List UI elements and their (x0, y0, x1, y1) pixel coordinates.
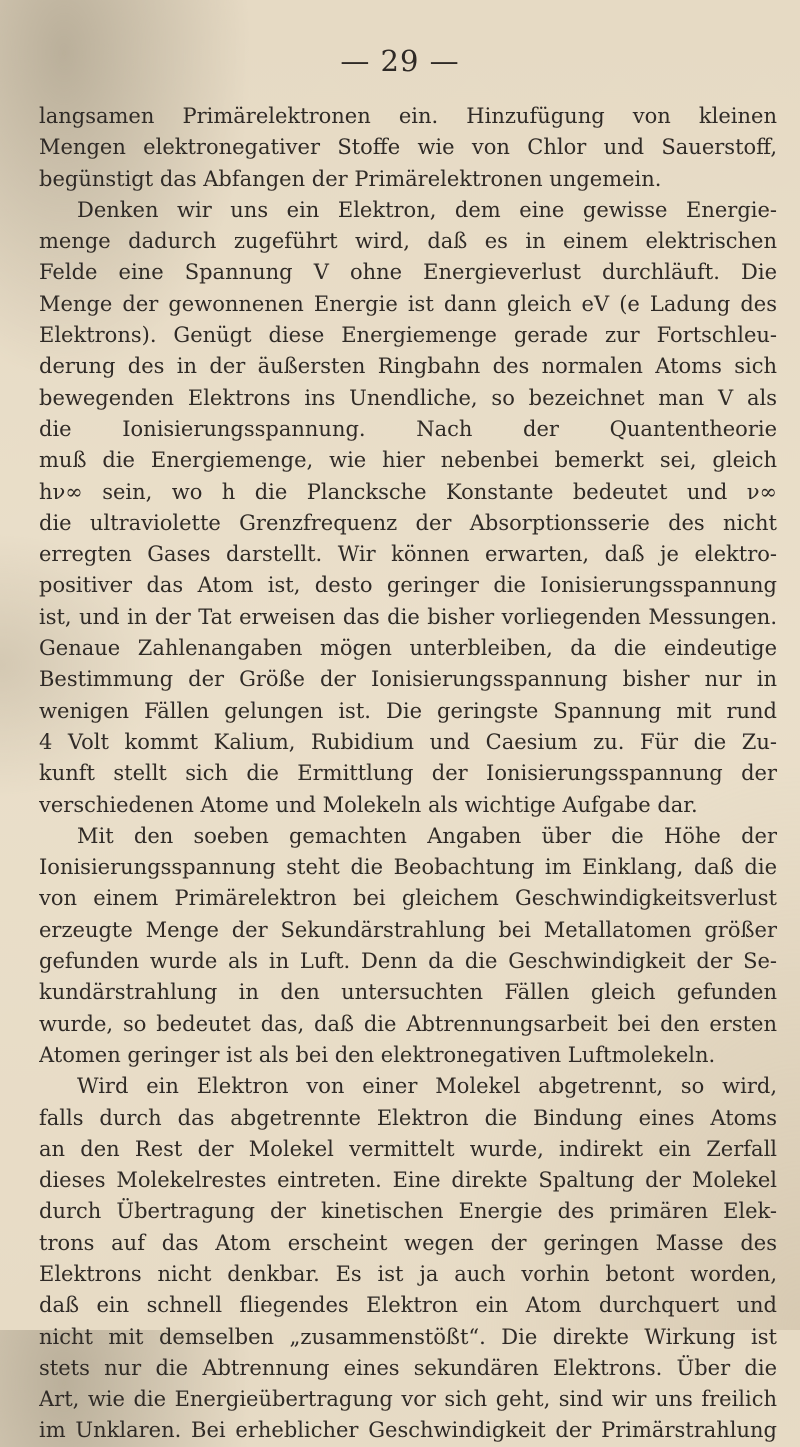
text-line: Art, wie die Energieübertragung vor sich geht, sind wir uns freilich (39, 1387, 777, 1412)
text-line: 4 Volt kommt Kalium, Rubidium und Caesium zu. Für die Zu- (39, 729, 777, 754)
text-line: nicht mit demselben „zusammenstößt“. Die direkte Wirkung ist (39, 1324, 777, 1349)
page-number: — 29 — (340, 44, 460, 78)
text-line: stets nur die Abtrennung eines sekundären Elektrons. Über die (39, 1355, 777, 1380)
text-line: ist, und in der Tat erweisen das die bisher vorliegenden Messungen. (39, 604, 777, 629)
text-line: hν∞ sein, wo h die Plancksche Konstante bedeutet und ν∞ (39, 479, 777, 504)
text-line: falls durch das abgetrennte Elektron die Bindung eines Atoms (39, 1105, 777, 1130)
text-line: Genaue Zahlenangaben mögen unterbleiben, da die eindeutige (39, 636, 777, 661)
text-line: kundärstrahlung in den untersuchten Fällen gleich gefunden (39, 980, 777, 1005)
text-line: bewegenden Elektrons ins Unendliche, so bezeichnet man V als (39, 385, 777, 410)
text-line: langsamen Primärelektronen ein. Hinzufügung von kleinen (39, 104, 777, 128)
text-line: an den Rest der Molekel vermittelt wurde, indirekt ein Zerfall (39, 1136, 777, 1161)
text-line: wenigen Fällen gelungen ist. Die geringste Spannung mit rund (39, 698, 777, 723)
text-line: im Unklaren. Bei erheblicher Geschwindigkeit der Primärstrahlung (39, 1418, 777, 1443)
text-line: Atomen geringer ist als bei den elektronegativen Luftmolekeln. (39, 1042, 716, 1067)
text-line: erregten Gases darstellt. Wir können erwarten, daß je elektro- (39, 542, 777, 567)
text-line: gefunden wurde als in Luft. Denn da die Geschwindigkeit der Se- (39, 949, 777, 974)
text-line: Elektrons nicht denkbar. Es ist ja auch vorhin betont worden, (39, 1261, 777, 1286)
text-line: Mengen elektronegativer Stoffe wie von Chlor und Sauerstoff, (39, 135, 777, 160)
text-line: menge dadurch zugeführt wird, daß es in einem elektrischen (39, 229, 777, 254)
text-line: die Ionisierungsspannung. Nach der Quantentheorie (39, 416, 777, 441)
text-line: dieses Molekelrestes eintreten. Eine direkte Spaltung der Molekel (39, 1168, 777, 1193)
text-line: positiver das Atom ist, desto geringer die Ionisierungsspannung (39, 573, 777, 598)
text-line: verschiedenen Atome und Molekeln als wichtige Aufgabe dar. (39, 792, 698, 817)
text-line: kunft stellt sich die Ermittlung der Ionisierungsspannung der (39, 761, 777, 786)
text-line: Elektrons). Genügt diese Energiemenge gerade zur Fortschleu- (39, 323, 777, 348)
text-line: erzeugte Menge der Sekundärstrahlung bei Metallatomen größer (39, 917, 777, 942)
text-line: trons auf das Atom erscheint wegen der geringen Masse des (39, 1230, 777, 1255)
text-line: Ionisierungsspannung steht die Beobachtung im Einklang, daß die (39, 855, 777, 880)
text-line: von einem Primärelektron bei gleichem Geschwindigkeitsverlust (39, 886, 777, 911)
text-line: Felde eine Spannung V ohne Energieverlust durchläuft. Die (39, 260, 777, 285)
text-line: Denken wir uns ein Elektron, dem eine gewisse Energie- (77, 197, 777, 222)
text-line: Mit den soeben gemachten Angaben über die Höhe der (77, 823, 777, 848)
body-text (39, 101, 777, 1447)
text-line: daß ein schnell fliegendes Elektron ein Atom durchquert und (39, 1293, 777, 1318)
text-line: durch Übertragung der kinetischen Energie des primären Elek- (39, 1199, 777, 1224)
text-line: Bestimmung der Größe der Ionisierungsspannung bisher nur in (39, 667, 777, 692)
text-line: die ultraviolette Grenzfrequenz der Absorptionsserie des nicht (39, 510, 777, 535)
text-line: Wird ein Elektron von einer Molekel abgetrennt, so wird, (77, 1074, 777, 1099)
text-line: wurde, so bedeutet das, daß die Abtrennungsarbeit bei den ersten (39, 1011, 777, 1036)
text-line: derung des in der äußersten Ringbahn des normalen Atoms sich (39, 354, 777, 379)
text-line: Menge der gewonnenen Energie ist dann gleich eV (e Ladung des (39, 291, 777, 316)
text-line: muß die Energiemenge, wie hier nebenbei bemerkt sei, gleich (39, 448, 777, 473)
text-line: begünstigt das Abfangen der Primärelektronen ungemein. (39, 166, 662, 191)
